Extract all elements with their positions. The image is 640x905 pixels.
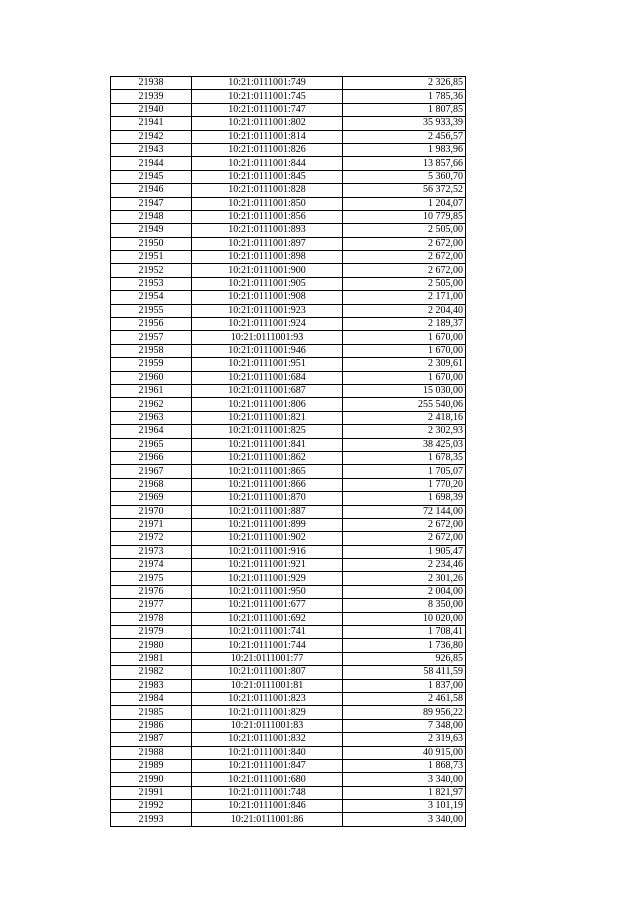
cadastral-value-cell: 72 144,00 bbox=[343, 505, 466, 518]
row-number-cell: 21963 bbox=[111, 411, 192, 424]
row-number-cell: 21944 bbox=[111, 157, 192, 170]
row-number-cell: 21951 bbox=[111, 251, 192, 264]
row-number-cell: 21955 bbox=[111, 304, 192, 317]
cadastral-number-cell: 10:21:0111001:802 bbox=[192, 117, 343, 130]
cadastral-value-cell: 5 360,70 bbox=[343, 170, 466, 183]
cadastral-value-cell: 2 672,00 bbox=[343, 264, 466, 277]
cadastral-value-cell: 2 302,93 bbox=[343, 425, 466, 438]
cadastral-value-cell: 3 101,19 bbox=[343, 800, 466, 813]
cadastral-value-cell: 2 189,37 bbox=[343, 318, 466, 331]
row-number-cell: 21957 bbox=[111, 331, 192, 344]
cadastral-number-cell: 10:21:0111001:821 bbox=[192, 411, 343, 424]
row-number-cell: 21974 bbox=[111, 559, 192, 572]
cadastral-number-cell: 10:21:0111001:946 bbox=[192, 344, 343, 357]
cadastral-value-cell: 926,85 bbox=[343, 652, 466, 665]
row-number-cell: 21984 bbox=[111, 692, 192, 705]
row-number-cell: 21976 bbox=[111, 585, 192, 598]
cadastral-value-cell: 2 505,00 bbox=[343, 277, 466, 290]
cadastral-value-cell: 8 350,00 bbox=[343, 599, 466, 612]
table-row bbox=[111, 572, 466, 585]
table-row bbox=[111, 639, 466, 652]
table-row bbox=[111, 505, 466, 518]
cadastral-number-cell: 10:21:0111001:747 bbox=[192, 103, 343, 116]
cadastral-value-cell: 1 785,36 bbox=[343, 90, 466, 103]
cadastral-value-cell: 3 340,00 bbox=[343, 773, 466, 786]
cadastral-number-cell: 10:21:0111001:77 bbox=[192, 652, 343, 665]
cadastral-number-cell: 10:21:0111001:828 bbox=[192, 184, 343, 197]
cadastral-value-cell: 1 670,00 bbox=[343, 331, 466, 344]
cadastral-number-cell: 10:21:0111001:865 bbox=[192, 465, 343, 478]
table-row bbox=[111, 692, 466, 705]
cadastral-value-cell: 2 418,16 bbox=[343, 411, 466, 424]
cadastral-number-cell: 10:21:0111001:826 bbox=[192, 143, 343, 156]
row-number-cell: 21969 bbox=[111, 492, 192, 505]
cadastral-value-cell: 58 411,59 bbox=[343, 666, 466, 679]
table-row bbox=[111, 157, 466, 170]
table-row bbox=[111, 304, 466, 317]
cadastral-number-cell: 10:21:0111001:900 bbox=[192, 264, 343, 277]
cadastral-number-cell: 10:21:0111001:81 bbox=[192, 679, 343, 692]
cadastral-value-cell: 2 319,63 bbox=[343, 733, 466, 746]
cadastral-value-cell: 1 770,20 bbox=[343, 478, 466, 491]
cadastral-number-cell: 10:21:0111001:902 bbox=[192, 532, 343, 545]
cadastral-value-cell: 35 933,39 bbox=[343, 117, 466, 130]
row-number-cell: 21989 bbox=[111, 759, 192, 772]
row-number-cell: 21961 bbox=[111, 384, 192, 397]
cadastral-number-cell: 10:21:0111001:692 bbox=[192, 612, 343, 625]
cadastral-number-cell: 10:21:0111001:921 bbox=[192, 559, 343, 572]
row-number-cell: 21948 bbox=[111, 210, 192, 223]
table-row bbox=[111, 210, 466, 223]
row-number-cell: 21980 bbox=[111, 639, 192, 652]
table-row bbox=[111, 612, 466, 625]
cadastral-value-cell: 1 837,00 bbox=[343, 679, 466, 692]
table-row bbox=[111, 344, 466, 357]
cadastral-number-cell: 10:21:0111001:870 bbox=[192, 492, 343, 505]
table-row bbox=[111, 103, 466, 116]
cadastral-number-cell: 10:21:0111001:745 bbox=[192, 90, 343, 103]
row-number-cell: 21966 bbox=[111, 451, 192, 464]
cadastral-number-cell: 10:21:0111001:862 bbox=[192, 451, 343, 464]
row-number-cell: 21946 bbox=[111, 184, 192, 197]
row-number-cell: 21983 bbox=[111, 679, 192, 692]
row-number-cell: 21993 bbox=[111, 813, 192, 826]
table-row bbox=[111, 652, 466, 665]
row-number-cell: 21962 bbox=[111, 398, 192, 411]
cadastral-number-cell: 10:21:0111001:823 bbox=[192, 692, 343, 705]
table-row bbox=[111, 251, 466, 264]
cadastral-number-cell: 10:21:0111001:897 bbox=[192, 237, 343, 250]
table-row bbox=[111, 224, 466, 237]
cadastral-number-cell: 10:21:0111001:845 bbox=[192, 170, 343, 183]
table-row bbox=[111, 291, 466, 304]
table-row bbox=[111, 465, 466, 478]
cadastral-value-table bbox=[110, 76, 466, 827]
cadastral-number-cell: 10:21:0111001:807 bbox=[192, 666, 343, 679]
cadastral-value-cell: 2 505,00 bbox=[343, 224, 466, 237]
table-row bbox=[111, 559, 466, 572]
table-row bbox=[111, 184, 466, 197]
table-row bbox=[111, 800, 466, 813]
cadastral-number-cell: 10:21:0111001:866 bbox=[192, 478, 343, 491]
cadastral-value-cell: 1 708,41 bbox=[343, 626, 466, 639]
table-row bbox=[111, 358, 466, 371]
row-number-cell: 21985 bbox=[111, 706, 192, 719]
cadastral-number-cell: 10:21:0111001:929 bbox=[192, 572, 343, 585]
table-row bbox=[111, 626, 466, 639]
row-number-cell: 21982 bbox=[111, 666, 192, 679]
cadastral-number-cell: 10:21:0111001:923 bbox=[192, 304, 343, 317]
cadastral-number-cell: 10:21:0111001:832 bbox=[192, 733, 343, 746]
table-row bbox=[111, 264, 466, 277]
cadastral-value-cell: 7 348,00 bbox=[343, 719, 466, 732]
cadastral-number-cell: 10:21:0111001:898 bbox=[192, 251, 343, 264]
cadastral-value-cell: 2 456,57 bbox=[343, 130, 466, 143]
row-number-cell: 21973 bbox=[111, 545, 192, 558]
cadastral-value-cell: 1 670,00 bbox=[343, 344, 466, 357]
cadastral-number-cell: 10:21:0111001:744 bbox=[192, 639, 343, 652]
cadastral-number-cell: 10:21:0111001:916 bbox=[192, 545, 343, 558]
cadastral-value-cell: 15 030,00 bbox=[343, 384, 466, 397]
cadastral-value-cell: 2 204,40 bbox=[343, 304, 466, 317]
cadastral-number-cell: 10:21:0111001:846 bbox=[192, 800, 343, 813]
table-row bbox=[111, 331, 466, 344]
cadastral-number-cell: 10:21:0111001:840 bbox=[192, 746, 343, 759]
table-row bbox=[111, 478, 466, 491]
table-row bbox=[111, 719, 466, 732]
row-number-cell: 21975 bbox=[111, 572, 192, 585]
row-number-cell: 21940 bbox=[111, 103, 192, 116]
row-number-cell: 21959 bbox=[111, 358, 192, 371]
row-number-cell: 21988 bbox=[111, 746, 192, 759]
table-row bbox=[111, 77, 466, 90]
cadastral-number-cell: 10:21:0111001:684 bbox=[192, 371, 343, 384]
cadastral-value-cell: 2 672,00 bbox=[343, 532, 466, 545]
row-number-cell: 21964 bbox=[111, 425, 192, 438]
row-number-cell: 21947 bbox=[111, 197, 192, 210]
cadastral-number-cell: 10:21:0111001:680 bbox=[192, 773, 343, 786]
cadastral-number-cell: 10:21:0111001:950 bbox=[192, 585, 343, 598]
table-row bbox=[111, 143, 466, 156]
row-number-cell: 21991 bbox=[111, 786, 192, 799]
cadastral-value-cell: 2 672,00 bbox=[343, 251, 466, 264]
table-row bbox=[111, 679, 466, 692]
cadastral-number-cell: 10:21:0111001:86 bbox=[192, 813, 343, 826]
cadastral-number-cell: 10:21:0111001:83 bbox=[192, 719, 343, 732]
cadastral-number-cell: 10:21:0111001:748 bbox=[192, 786, 343, 799]
table-row bbox=[111, 773, 466, 786]
cadastral-value-cell: 13 857,66 bbox=[343, 157, 466, 170]
cadastral-value-cell: 3 340,00 bbox=[343, 813, 466, 826]
table-row bbox=[111, 451, 466, 464]
row-number-cell: 21938 bbox=[111, 77, 192, 90]
cadastral-value-cell: 10 020,00 bbox=[343, 612, 466, 625]
cadastral-number-cell: 10:21:0111001:841 bbox=[192, 438, 343, 451]
cadastral-number-cell: 10:21:0111001:887 bbox=[192, 505, 343, 518]
row-number-cell: 21965 bbox=[111, 438, 192, 451]
cadastral-value-cell: 1 670,00 bbox=[343, 371, 466, 384]
cadastral-value-cell: 2 326,85 bbox=[343, 77, 466, 90]
table-row bbox=[111, 786, 466, 799]
cadastral-number-cell: 10:21:0111001:850 bbox=[192, 197, 343, 210]
cadastral-number-cell: 10:21:0111001:847 bbox=[192, 759, 343, 772]
cadastral-value-cell: 40 915,00 bbox=[343, 746, 466, 759]
table-row bbox=[111, 277, 466, 290]
row-number-cell: 21939 bbox=[111, 90, 192, 103]
cadastral-value-cell: 89 956,22 bbox=[343, 706, 466, 719]
cadastral-number-cell: 10:21:0111001:687 bbox=[192, 384, 343, 397]
table-row bbox=[111, 170, 466, 183]
row-number-cell: 21954 bbox=[111, 291, 192, 304]
cadastral-value-cell: 2 672,00 bbox=[343, 518, 466, 531]
row-number-cell: 21941 bbox=[111, 117, 192, 130]
cadastral-number-cell: 10:21:0111001:741 bbox=[192, 626, 343, 639]
cadastral-number-cell: 10:21:0111001:951 bbox=[192, 358, 343, 371]
cadastral-number-cell: 10:21:0111001:844 bbox=[192, 157, 343, 170]
row-number-cell: 21970 bbox=[111, 505, 192, 518]
row-number-cell: 21960 bbox=[111, 371, 192, 384]
table-row bbox=[111, 518, 466, 531]
row-number-cell: 21967 bbox=[111, 465, 192, 478]
cadastral-value-cell: 2 004,00 bbox=[343, 585, 466, 598]
row-number-cell: 21972 bbox=[111, 532, 192, 545]
row-number-cell: 21956 bbox=[111, 318, 192, 331]
cadastral-number-cell: 10:21:0111001:814 bbox=[192, 130, 343, 143]
table-row bbox=[111, 532, 466, 545]
cadastral-value-cell: 255 540,06 bbox=[343, 398, 466, 411]
table-row bbox=[111, 666, 466, 679]
cadastral-value-cell: 2 301,26 bbox=[343, 572, 466, 585]
cadastral-number-cell: 10:21:0111001:908 bbox=[192, 291, 343, 304]
table-row bbox=[111, 371, 466, 384]
cadastral-value-cell: 2 171,00 bbox=[343, 291, 466, 304]
row-number-cell: 21945 bbox=[111, 170, 192, 183]
cadastral-value-cell: 1 983,96 bbox=[343, 143, 466, 156]
row-number-cell: 21968 bbox=[111, 478, 192, 491]
row-number-cell: 21977 bbox=[111, 599, 192, 612]
row-number-cell: 21942 bbox=[111, 130, 192, 143]
cadastral-value-cell: 1 807,85 bbox=[343, 103, 466, 116]
table-row bbox=[111, 411, 466, 424]
row-number-cell: 21992 bbox=[111, 800, 192, 813]
row-number-cell: 21986 bbox=[111, 719, 192, 732]
row-number-cell: 21971 bbox=[111, 518, 192, 531]
cadastral-value-cell: 1 705,07 bbox=[343, 465, 466, 478]
cadastral-number-cell: 10:21:0111001:924 bbox=[192, 318, 343, 331]
table-row bbox=[111, 706, 466, 719]
cadastral-number-cell: 10:21:0111001:677 bbox=[192, 599, 343, 612]
cadastral-value-cell: 2 461,58 bbox=[343, 692, 466, 705]
row-number-cell: 21950 bbox=[111, 237, 192, 250]
table-row bbox=[111, 197, 466, 210]
cadastral-value-cell: 1 821,97 bbox=[343, 786, 466, 799]
cadastral-number-cell: 10:21:0111001:899 bbox=[192, 518, 343, 531]
document-page bbox=[110, 76, 462, 827]
table-row bbox=[111, 425, 466, 438]
cadastral-number-cell: 10:21:0111001:806 bbox=[192, 398, 343, 411]
cadastral-value-cell: 1 698,39 bbox=[343, 492, 466, 505]
table-body bbox=[111, 77, 466, 827]
cadastral-number-cell: 10:21:0111001:749 bbox=[192, 77, 343, 90]
cadastral-value-cell: 1 868,73 bbox=[343, 759, 466, 772]
cadastral-value-cell: 38 425,03 bbox=[343, 438, 466, 451]
row-number-cell: 21987 bbox=[111, 733, 192, 746]
cadastral-value-cell: 1 736,80 bbox=[343, 639, 466, 652]
cadastral-value-cell: 2 309,61 bbox=[343, 358, 466, 371]
table-row bbox=[111, 746, 466, 759]
table-row bbox=[111, 117, 466, 130]
table-row bbox=[111, 585, 466, 598]
row-number-cell: 21949 bbox=[111, 224, 192, 237]
row-number-cell: 21990 bbox=[111, 773, 192, 786]
table-row bbox=[111, 759, 466, 772]
row-number-cell: 21953 bbox=[111, 277, 192, 290]
row-number-cell: 21943 bbox=[111, 143, 192, 156]
table-row bbox=[111, 384, 466, 397]
row-number-cell: 21978 bbox=[111, 612, 192, 625]
cadastral-number-cell: 10:21:0111001:893 bbox=[192, 224, 343, 237]
table-row bbox=[111, 237, 466, 250]
cadastral-value-cell: 1 204,07 bbox=[343, 197, 466, 210]
cadastral-value-cell: 2 672,00 bbox=[343, 237, 466, 250]
row-number-cell: 21952 bbox=[111, 264, 192, 277]
table-row bbox=[111, 318, 466, 331]
cadastral-value-cell: 56 372,52 bbox=[343, 184, 466, 197]
cadastral-value-cell: 1 678,35 bbox=[343, 451, 466, 464]
row-number-cell: 21958 bbox=[111, 344, 192, 357]
table-row bbox=[111, 733, 466, 746]
cadastral-number-cell: 10:21:0111001:856 bbox=[192, 210, 343, 223]
table-row bbox=[111, 90, 466, 103]
table-row bbox=[111, 438, 466, 451]
table-row bbox=[111, 599, 466, 612]
cadastral-number-cell: 10:21:0111001:825 bbox=[192, 425, 343, 438]
cadastral-value-cell: 2 234,46 bbox=[343, 559, 466, 572]
cadastral-value-cell: 10 779,85 bbox=[343, 210, 466, 223]
cadastral-number-cell: 10:21:0111001:829 bbox=[192, 706, 343, 719]
table-row bbox=[111, 813, 466, 826]
row-number-cell: 21979 bbox=[111, 626, 192, 639]
table-row bbox=[111, 398, 466, 411]
cadastral-value-cell: 1 905,47 bbox=[343, 545, 466, 558]
table-row bbox=[111, 130, 466, 143]
table-row bbox=[111, 492, 466, 505]
row-number-cell: 21981 bbox=[111, 652, 192, 665]
cadastral-number-cell: 10:21:0111001:905 bbox=[192, 277, 343, 290]
table-row bbox=[111, 545, 466, 558]
cadastral-number-cell: 10:21:0111001:93 bbox=[192, 331, 343, 344]
